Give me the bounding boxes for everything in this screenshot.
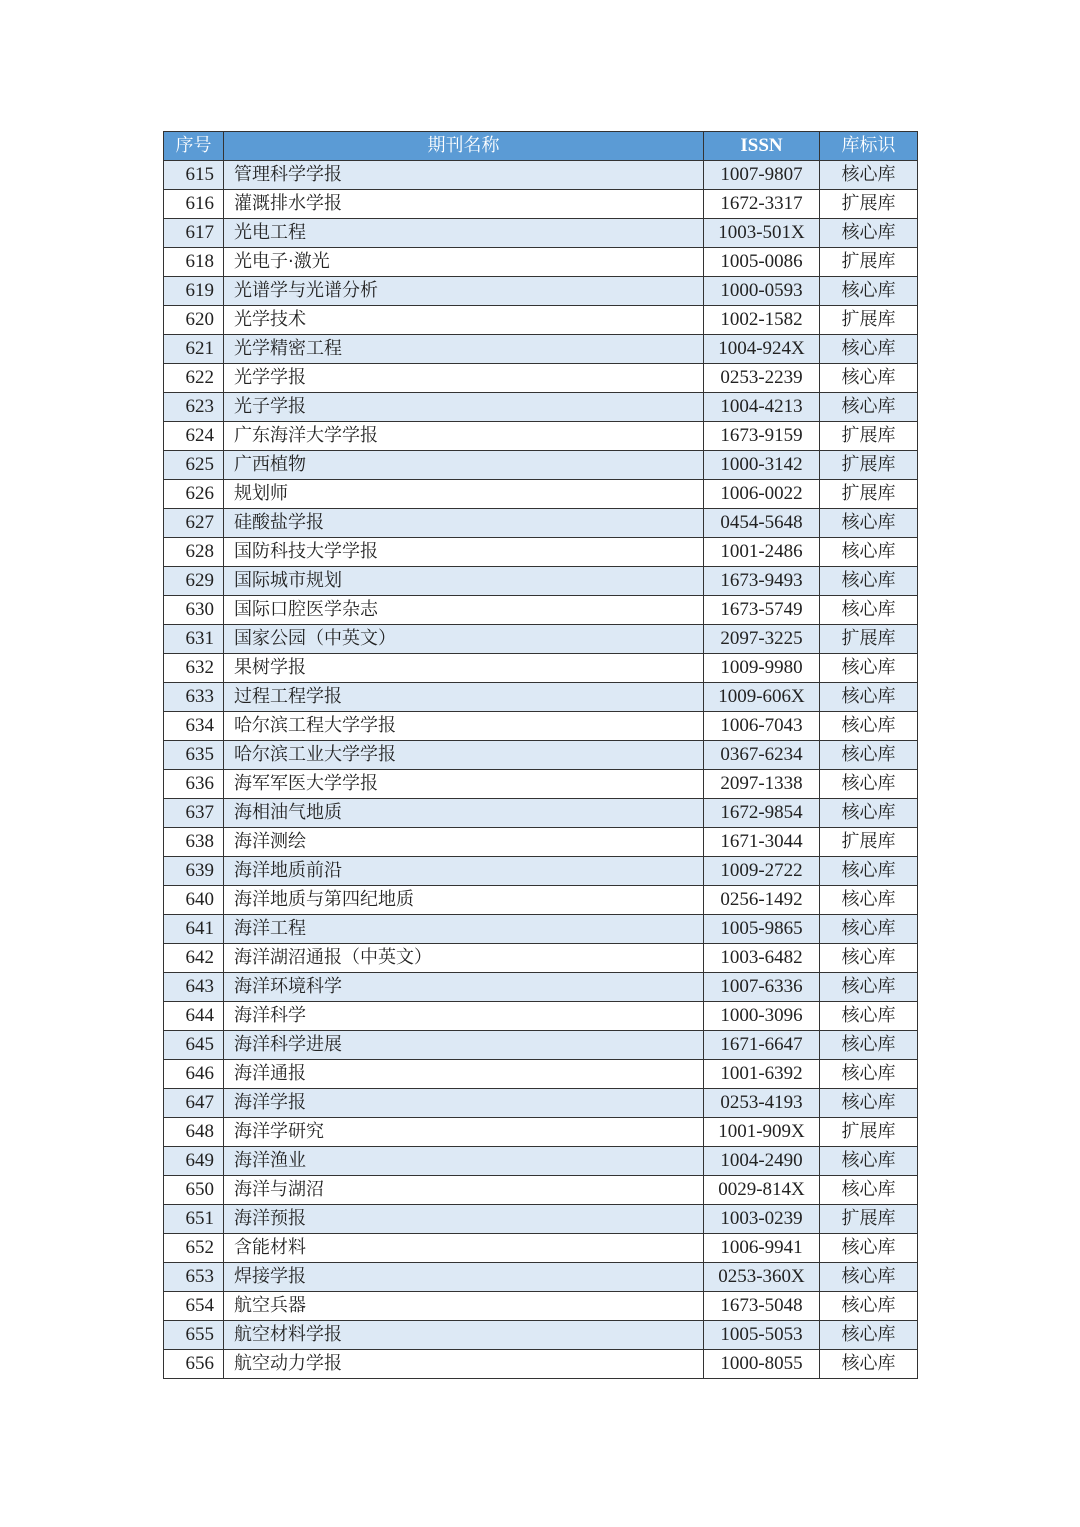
table-row [164, 248, 918, 277]
cell-library: 核心库 [820, 1089, 918, 1118]
table-row [164, 828, 918, 857]
cell-issn: 1671-6647 [704, 1031, 820, 1060]
table-row [164, 306, 918, 335]
cell-issn: 0256-1492 [704, 886, 820, 915]
cell-library: 扩展库 [820, 625, 918, 654]
cell-journal-name: 海相油气地质 [224, 799, 704, 828]
cell-journal-name: 过程工程学报 [224, 683, 704, 712]
cell-index: 647 [164, 1089, 224, 1118]
cell-index: 616 [164, 190, 224, 219]
cell-journal-name: 光电子·激光 [224, 248, 704, 277]
cell-journal-name: 海洋地质前沿 [224, 857, 704, 886]
cell-index: 645 [164, 1031, 224, 1060]
table-row [164, 1118, 918, 1147]
cell-library: 核心库 [820, 1321, 918, 1350]
table-row [164, 451, 918, 480]
cell-issn: 0367-6234 [704, 741, 820, 770]
cell-library: 核心库 [820, 1147, 918, 1176]
cell-journal-name: 海洋渔业 [224, 1147, 704, 1176]
cell-index: 628 [164, 538, 224, 567]
cell-index: 617 [164, 219, 224, 248]
cell-library: 核心库 [820, 770, 918, 799]
cell-issn: 1005-9865 [704, 915, 820, 944]
table-row [164, 480, 918, 509]
cell-issn: 1671-3044 [704, 828, 820, 857]
cell-issn: 1004-924X [704, 335, 820, 364]
table-row [164, 741, 918, 770]
cell-index: 652 [164, 1234, 224, 1263]
cell-library: 扩展库 [820, 190, 918, 219]
table-row [164, 1234, 918, 1263]
cell-index: 639 [164, 857, 224, 886]
table-row [164, 886, 918, 915]
cell-journal-name: 国家公园（中英文） [224, 625, 704, 654]
header-index: 序号 [164, 132, 224, 161]
cell-issn: 1000-0593 [704, 277, 820, 306]
cell-index: 648 [164, 1118, 224, 1147]
cell-issn: 1003-501X [704, 219, 820, 248]
table-row [164, 654, 918, 683]
cell-library: 核心库 [820, 596, 918, 625]
cell-library: 核心库 [820, 219, 918, 248]
cell-issn: 0454-5648 [704, 509, 820, 538]
cell-library: 扩展库 [820, 451, 918, 480]
table-row [164, 393, 918, 422]
cell-journal-name: 国防科技大学学报 [224, 538, 704, 567]
cell-index: 650 [164, 1176, 224, 1205]
table-row [164, 1002, 918, 1031]
cell-library: 核心库 [820, 1002, 918, 1031]
cell-library: 核心库 [820, 567, 918, 596]
table-row [164, 1205, 918, 1234]
cell-journal-name: 管理科学学报 [224, 161, 704, 190]
cell-journal-name: 海洋学研究 [224, 1118, 704, 1147]
table-row [164, 799, 918, 828]
cell-library: 核心库 [820, 1060, 918, 1089]
table-row [164, 1031, 918, 1060]
cell-index: 633 [164, 683, 224, 712]
cell-journal-name: 海洋工程 [224, 915, 704, 944]
cell-library: 核心库 [820, 654, 918, 683]
cell-index: 653 [164, 1263, 224, 1292]
cell-index: 635 [164, 741, 224, 770]
cell-index: 638 [164, 828, 224, 857]
table-row [164, 915, 918, 944]
cell-journal-name: 海洋科学 [224, 1002, 704, 1031]
table-row [164, 1176, 918, 1205]
cell-library: 核心库 [820, 335, 918, 364]
table-row [164, 567, 918, 596]
cell-journal-name: 焊接学报 [224, 1263, 704, 1292]
cell-journal-name: 海洋测绘 [224, 828, 704, 857]
cell-issn: 1004-4213 [704, 393, 820, 422]
cell-issn: 1006-7043 [704, 712, 820, 741]
cell-index: 654 [164, 1292, 224, 1321]
cell-library: 核心库 [820, 509, 918, 538]
cell-issn: 1000-3142 [704, 451, 820, 480]
table-row [164, 1060, 918, 1089]
cell-journal-name: 国际城市规划 [224, 567, 704, 596]
cell-journal-name: 广西植物 [224, 451, 704, 480]
cell-journal-name: 光电工程 [224, 219, 704, 248]
cell-journal-name: 航空动力学报 [224, 1350, 704, 1379]
cell-journal-name: 国际口腔医学杂志 [224, 596, 704, 625]
cell-journal-name: 光谱学与光谱分析 [224, 277, 704, 306]
cell-library: 核心库 [820, 277, 918, 306]
journal-table [163, 131, 918, 1379]
cell-index: 634 [164, 712, 224, 741]
cell-issn: 1673-5048 [704, 1292, 820, 1321]
cell-issn: 1006-9941 [704, 1234, 820, 1263]
table-row [164, 190, 918, 219]
cell-journal-name: 光学学报 [224, 364, 704, 393]
cell-index: 655 [164, 1321, 224, 1350]
cell-index: 620 [164, 306, 224, 335]
cell-journal-name: 海军军医大学学报 [224, 770, 704, 799]
cell-index: 649 [164, 1147, 224, 1176]
cell-library: 核心库 [820, 538, 918, 567]
cell-journal-name: 硅酸盐学报 [224, 509, 704, 538]
cell-journal-name: 航空兵器 [224, 1292, 704, 1321]
cell-issn: 1003-6482 [704, 944, 820, 973]
cell-issn: 1002-1582 [704, 306, 820, 335]
cell-index: 623 [164, 393, 224, 422]
cell-issn: 1673-9159 [704, 422, 820, 451]
cell-library: 核心库 [820, 1234, 918, 1263]
table-row [164, 538, 918, 567]
cell-issn: 1009-2722 [704, 857, 820, 886]
cell-library: 扩展库 [820, 1118, 918, 1147]
cell-issn: 1009-606X [704, 683, 820, 712]
cell-journal-name: 哈尔滨工业大学学报 [224, 741, 704, 770]
cell-library: 核心库 [820, 886, 918, 915]
cell-journal-name: 光子学报 [224, 393, 704, 422]
cell-index: 644 [164, 1002, 224, 1031]
cell-index: 632 [164, 654, 224, 683]
cell-index: 630 [164, 596, 224, 625]
cell-library: 核心库 [820, 364, 918, 393]
table-row [164, 973, 918, 1002]
cell-issn: 0253-360X [704, 1263, 820, 1292]
cell-index: 631 [164, 625, 224, 654]
header-journal-name: 期刊名称 [224, 132, 704, 161]
cell-library: 核心库 [820, 857, 918, 886]
cell-issn: 0253-2239 [704, 364, 820, 393]
cell-library: 核心库 [820, 683, 918, 712]
cell-issn: 1007-6336 [704, 973, 820, 1002]
table-row [164, 944, 918, 973]
cell-journal-name: 航空材料学报 [224, 1321, 704, 1350]
cell-library: 核心库 [820, 973, 918, 1002]
table-row [164, 596, 918, 625]
cell-journal-name: 规划师 [224, 480, 704, 509]
table-row [164, 770, 918, 799]
cell-issn: 1672-9854 [704, 799, 820, 828]
table-row [164, 161, 918, 190]
cell-issn: 1001-909X [704, 1118, 820, 1147]
cell-library: 核心库 [820, 1263, 918, 1292]
cell-journal-name: 海洋与湖沼 [224, 1176, 704, 1205]
cell-issn: 1006-0022 [704, 480, 820, 509]
cell-index: 626 [164, 480, 224, 509]
cell-index: 627 [164, 509, 224, 538]
cell-issn: 1000-8055 [704, 1350, 820, 1379]
cell-journal-name: 海洋通报 [224, 1060, 704, 1089]
table-row [164, 1321, 918, 1350]
table-row [164, 683, 918, 712]
cell-index: 642 [164, 944, 224, 973]
header-issn: ISSN [704, 132, 820, 161]
table-row [164, 1147, 918, 1176]
table-row [164, 857, 918, 886]
cell-journal-name: 海洋地质与第四纪地质 [224, 886, 704, 915]
cell-library: 扩展库 [820, 1205, 918, 1234]
cell-issn: 1673-5749 [704, 596, 820, 625]
cell-index: 622 [164, 364, 224, 393]
cell-index: 629 [164, 567, 224, 596]
cell-index: 619 [164, 277, 224, 306]
cell-issn: 2097-3225 [704, 625, 820, 654]
table-row [164, 364, 918, 393]
table-row [164, 335, 918, 364]
cell-library: 核心库 [820, 799, 918, 828]
cell-library: 核心库 [820, 1292, 918, 1321]
table-row [164, 1263, 918, 1292]
cell-issn: 1007-9807 [704, 161, 820, 190]
cell-index: 640 [164, 886, 224, 915]
cell-library: 扩展库 [820, 306, 918, 335]
table-row [164, 625, 918, 654]
table-body [164, 161, 918, 1379]
cell-index: 646 [164, 1060, 224, 1089]
cell-library: 扩展库 [820, 248, 918, 277]
cell-library: 核心库 [820, 944, 918, 973]
cell-issn: 1672-3317 [704, 190, 820, 219]
cell-index: 624 [164, 422, 224, 451]
cell-library: 扩展库 [820, 828, 918, 857]
cell-library: 核心库 [820, 712, 918, 741]
cell-library: 核心库 [820, 1350, 918, 1379]
cell-library: 核心库 [820, 1031, 918, 1060]
cell-library: 核心库 [820, 741, 918, 770]
cell-index: 643 [164, 973, 224, 1002]
cell-index: 636 [164, 770, 224, 799]
cell-library: 核心库 [820, 915, 918, 944]
cell-index: 641 [164, 915, 224, 944]
cell-issn: 0029-814X [704, 1176, 820, 1205]
table-row [164, 712, 918, 741]
cell-journal-name: 含能材料 [224, 1234, 704, 1263]
cell-index: 625 [164, 451, 224, 480]
cell-journal-name: 哈尔滨工程大学学报 [224, 712, 704, 741]
cell-library: 核心库 [820, 393, 918, 422]
table-header-row [164, 132, 918, 161]
cell-journal-name: 灌溉排水学报 [224, 190, 704, 219]
header-library: 库标识 [820, 132, 918, 161]
cell-journal-name: 海洋湖沼通报（中英文） [224, 944, 704, 973]
cell-issn: 1005-5053 [704, 1321, 820, 1350]
cell-library: 扩展库 [820, 422, 918, 451]
cell-issn: 1009-9980 [704, 654, 820, 683]
table-row [164, 1350, 918, 1379]
cell-journal-name: 光学技术 [224, 306, 704, 335]
cell-index: 656 [164, 1350, 224, 1379]
table-row [164, 509, 918, 538]
cell-journal-name: 光学精密工程 [224, 335, 704, 364]
table-row [164, 219, 918, 248]
table-row [164, 1089, 918, 1118]
cell-issn: 1004-2490 [704, 1147, 820, 1176]
table-row [164, 277, 918, 306]
cell-index: 651 [164, 1205, 224, 1234]
cell-issn: 1673-9493 [704, 567, 820, 596]
cell-issn: 1000-3096 [704, 1002, 820, 1031]
cell-issn: 1001-2486 [704, 538, 820, 567]
cell-library: 核心库 [820, 161, 918, 190]
cell-index: 637 [164, 799, 224, 828]
cell-issn: 1003-0239 [704, 1205, 820, 1234]
cell-journal-name: 海洋环境科学 [224, 973, 704, 1002]
cell-index: 621 [164, 335, 224, 364]
cell-journal-name: 海洋科学进展 [224, 1031, 704, 1060]
cell-journal-name: 果树学报 [224, 654, 704, 683]
cell-index: 618 [164, 248, 224, 277]
cell-index: 615 [164, 161, 224, 190]
table-row [164, 422, 918, 451]
cell-issn: 2097-1338 [704, 770, 820, 799]
cell-issn: 0253-4193 [704, 1089, 820, 1118]
cell-journal-name: 广东海洋大学学报 [224, 422, 704, 451]
cell-issn: 1005-0086 [704, 248, 820, 277]
cell-journal-name: 海洋预报 [224, 1205, 704, 1234]
cell-library: 核心库 [820, 1176, 918, 1205]
table-row [164, 1292, 918, 1321]
cell-journal-name: 海洋学报 [224, 1089, 704, 1118]
cell-issn: 1001-6392 [704, 1060, 820, 1089]
cell-library: 扩展库 [820, 480, 918, 509]
